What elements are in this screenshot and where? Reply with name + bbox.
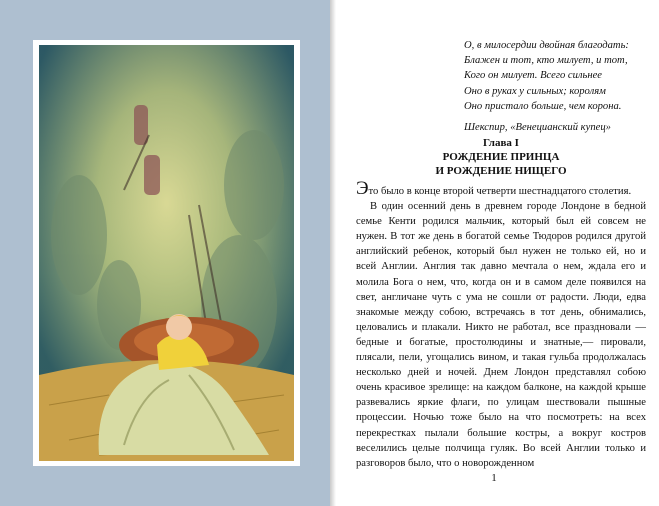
epigraph-line: О, в милосердии двойная благодать: (464, 40, 629, 51)
epigraph (464, 38, 654, 135)
chapter-title-line-1: РОЖДЕНИЕ ПРИНЦА (442, 151, 560, 163)
paragraph-2: В один осенний день в древнем городе Лондоне в бедной семье Кенти родился мальчик, который был ей совсем не нужен. В тот же день в богатой семье Тюдоров родился другой английский ребенок, который был нужен не только ей, но и всей Англии. Англия так давно мечтала о нем, ждала его и молила Бога о нем, что, когда он и в самом деле появился на свет, англичане чуть с ума не сошли от радости. Люди, едва знакомые между собою, встречаясь в тот день, обнимались, целовались и плакали. Никто не работал, все праздновали — бедные и богатые, простолюдины и знатные,— пировали, плясали, пели, угощались вином, и такая гульба продолжалась несколько дней и ночей. Днем Лондон представлял собою очень красивое зрелище: на каждом балконе, на каждой крыше развевались яркие флаги, по улицам шествовали пышные процессии. Ночью тоже было на что посмотреть: на всех перекрестках пылали большие костры, а вокруг костров веселились целые полчища гуляк. Во всей Англии только и разговоров было, что о новорожденном (356, 201, 646, 469)
paragraph-1-text: то было в конце второй четверти шестнадцатого столетия. (368, 186, 632, 197)
epigraph-line: Блажен и тот, кто милует, и тот, (464, 55, 628, 67)
drop-cap: Э (356, 178, 369, 199)
chapter-body (356, 178, 646, 471)
epigraph-line: Оно в руках у сильных; королям (464, 85, 606, 97)
paragraph-1 (356, 178, 646, 199)
page-number: 1 (491, 472, 497, 484)
epigraph-line: Кого он милует. Всего сильнее (464, 70, 602, 82)
chapter-number: Глава I (483, 137, 519, 149)
epigraph-source: Шекспир, «Венецианский купец» (464, 122, 611, 134)
chapter-title-line-2: И РОЖДЕНИЕ НИЩЕГО (435, 165, 567, 177)
illustration-frame (33, 40, 300, 466)
epigraph-line: Оно пристало больше, чем корона. (464, 100, 622, 112)
chapter-heading (356, 136, 646, 178)
right-page (336, 0, 659, 506)
chapter-illustration (39, 45, 294, 461)
